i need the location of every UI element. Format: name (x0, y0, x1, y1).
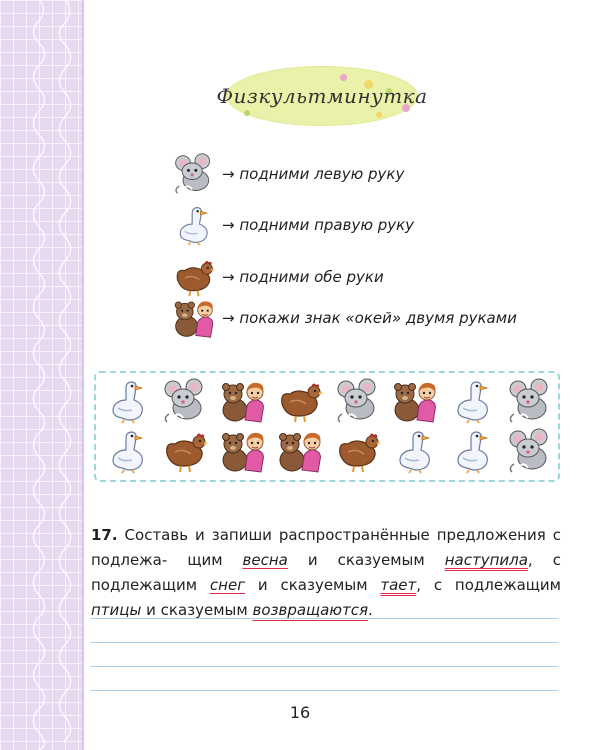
writing-line[interactable] (91, 642, 558, 643)
page-title: Физкультминутка (216, 84, 428, 108)
subject-word: птицы (91, 601, 142, 619)
hen-icon (172, 255, 216, 299)
task-text: , с подлежащим (416, 576, 561, 594)
task-text: , с подлежащим (91, 551, 561, 594)
predicate-word: наступила (444, 551, 528, 569)
subject-word: снег (209, 576, 246, 594)
goose-icon (449, 378, 497, 424)
mouse-icon (172, 152, 216, 196)
task-number: 17. (91, 526, 118, 544)
kids-icon (276, 428, 324, 474)
kids-icon (219, 428, 267, 474)
task-text: и сказуемым (257, 576, 368, 594)
mouse-icon (506, 378, 554, 424)
hen-icon (334, 428, 382, 474)
task-text: и сказуемым (146, 601, 248, 619)
writing-line[interactable] (91, 690, 558, 691)
legend-row-mouse (172, 152, 404, 196)
hen-icon (161, 428, 209, 474)
legend-text: → подними правую руку (222, 216, 415, 234)
task-text: . (368, 601, 373, 619)
kids-icon (172, 296, 216, 340)
goose-icon (172, 203, 216, 247)
task-text: и сказуемым (307, 551, 425, 569)
kids-icon (219, 378, 267, 424)
page-number: 16 (289, 703, 311, 722)
hen-icon (276, 378, 324, 424)
goose-icon (104, 378, 152, 424)
writing-line[interactable] (91, 618, 558, 619)
legend-text: → подними обе руки (222, 268, 384, 286)
exercise-row (104, 428, 554, 474)
goose-icon (104, 428, 152, 474)
legend-text: → подними левую руку (222, 165, 405, 183)
legend-row-goose (172, 203, 414, 247)
legend-text: → покажи знак «окей» двумя руками (222, 309, 517, 327)
goose-icon (391, 428, 439, 474)
kids-icon (391, 378, 439, 424)
predicate-word: возвращаются (252, 601, 369, 619)
decorative-swirl-border (0, 0, 82, 750)
legend-row-hen (172, 255, 384, 299)
mouse-icon (506, 428, 554, 474)
task-text: Составь и запиши распространённые предложения с подлежа- (91, 526, 561, 569)
mouse-icon (334, 378, 382, 424)
writing-line[interactable] (91, 666, 558, 667)
goose-icon (449, 428, 497, 474)
subject-word: весна (242, 551, 288, 569)
exercise-row (104, 378, 554, 424)
predicate-word: тает (380, 576, 417, 594)
legend-row-kids (172, 296, 517, 340)
task-17 (91, 523, 561, 623)
task-text: щим (187, 551, 223, 569)
mouse-icon (161, 378, 209, 424)
